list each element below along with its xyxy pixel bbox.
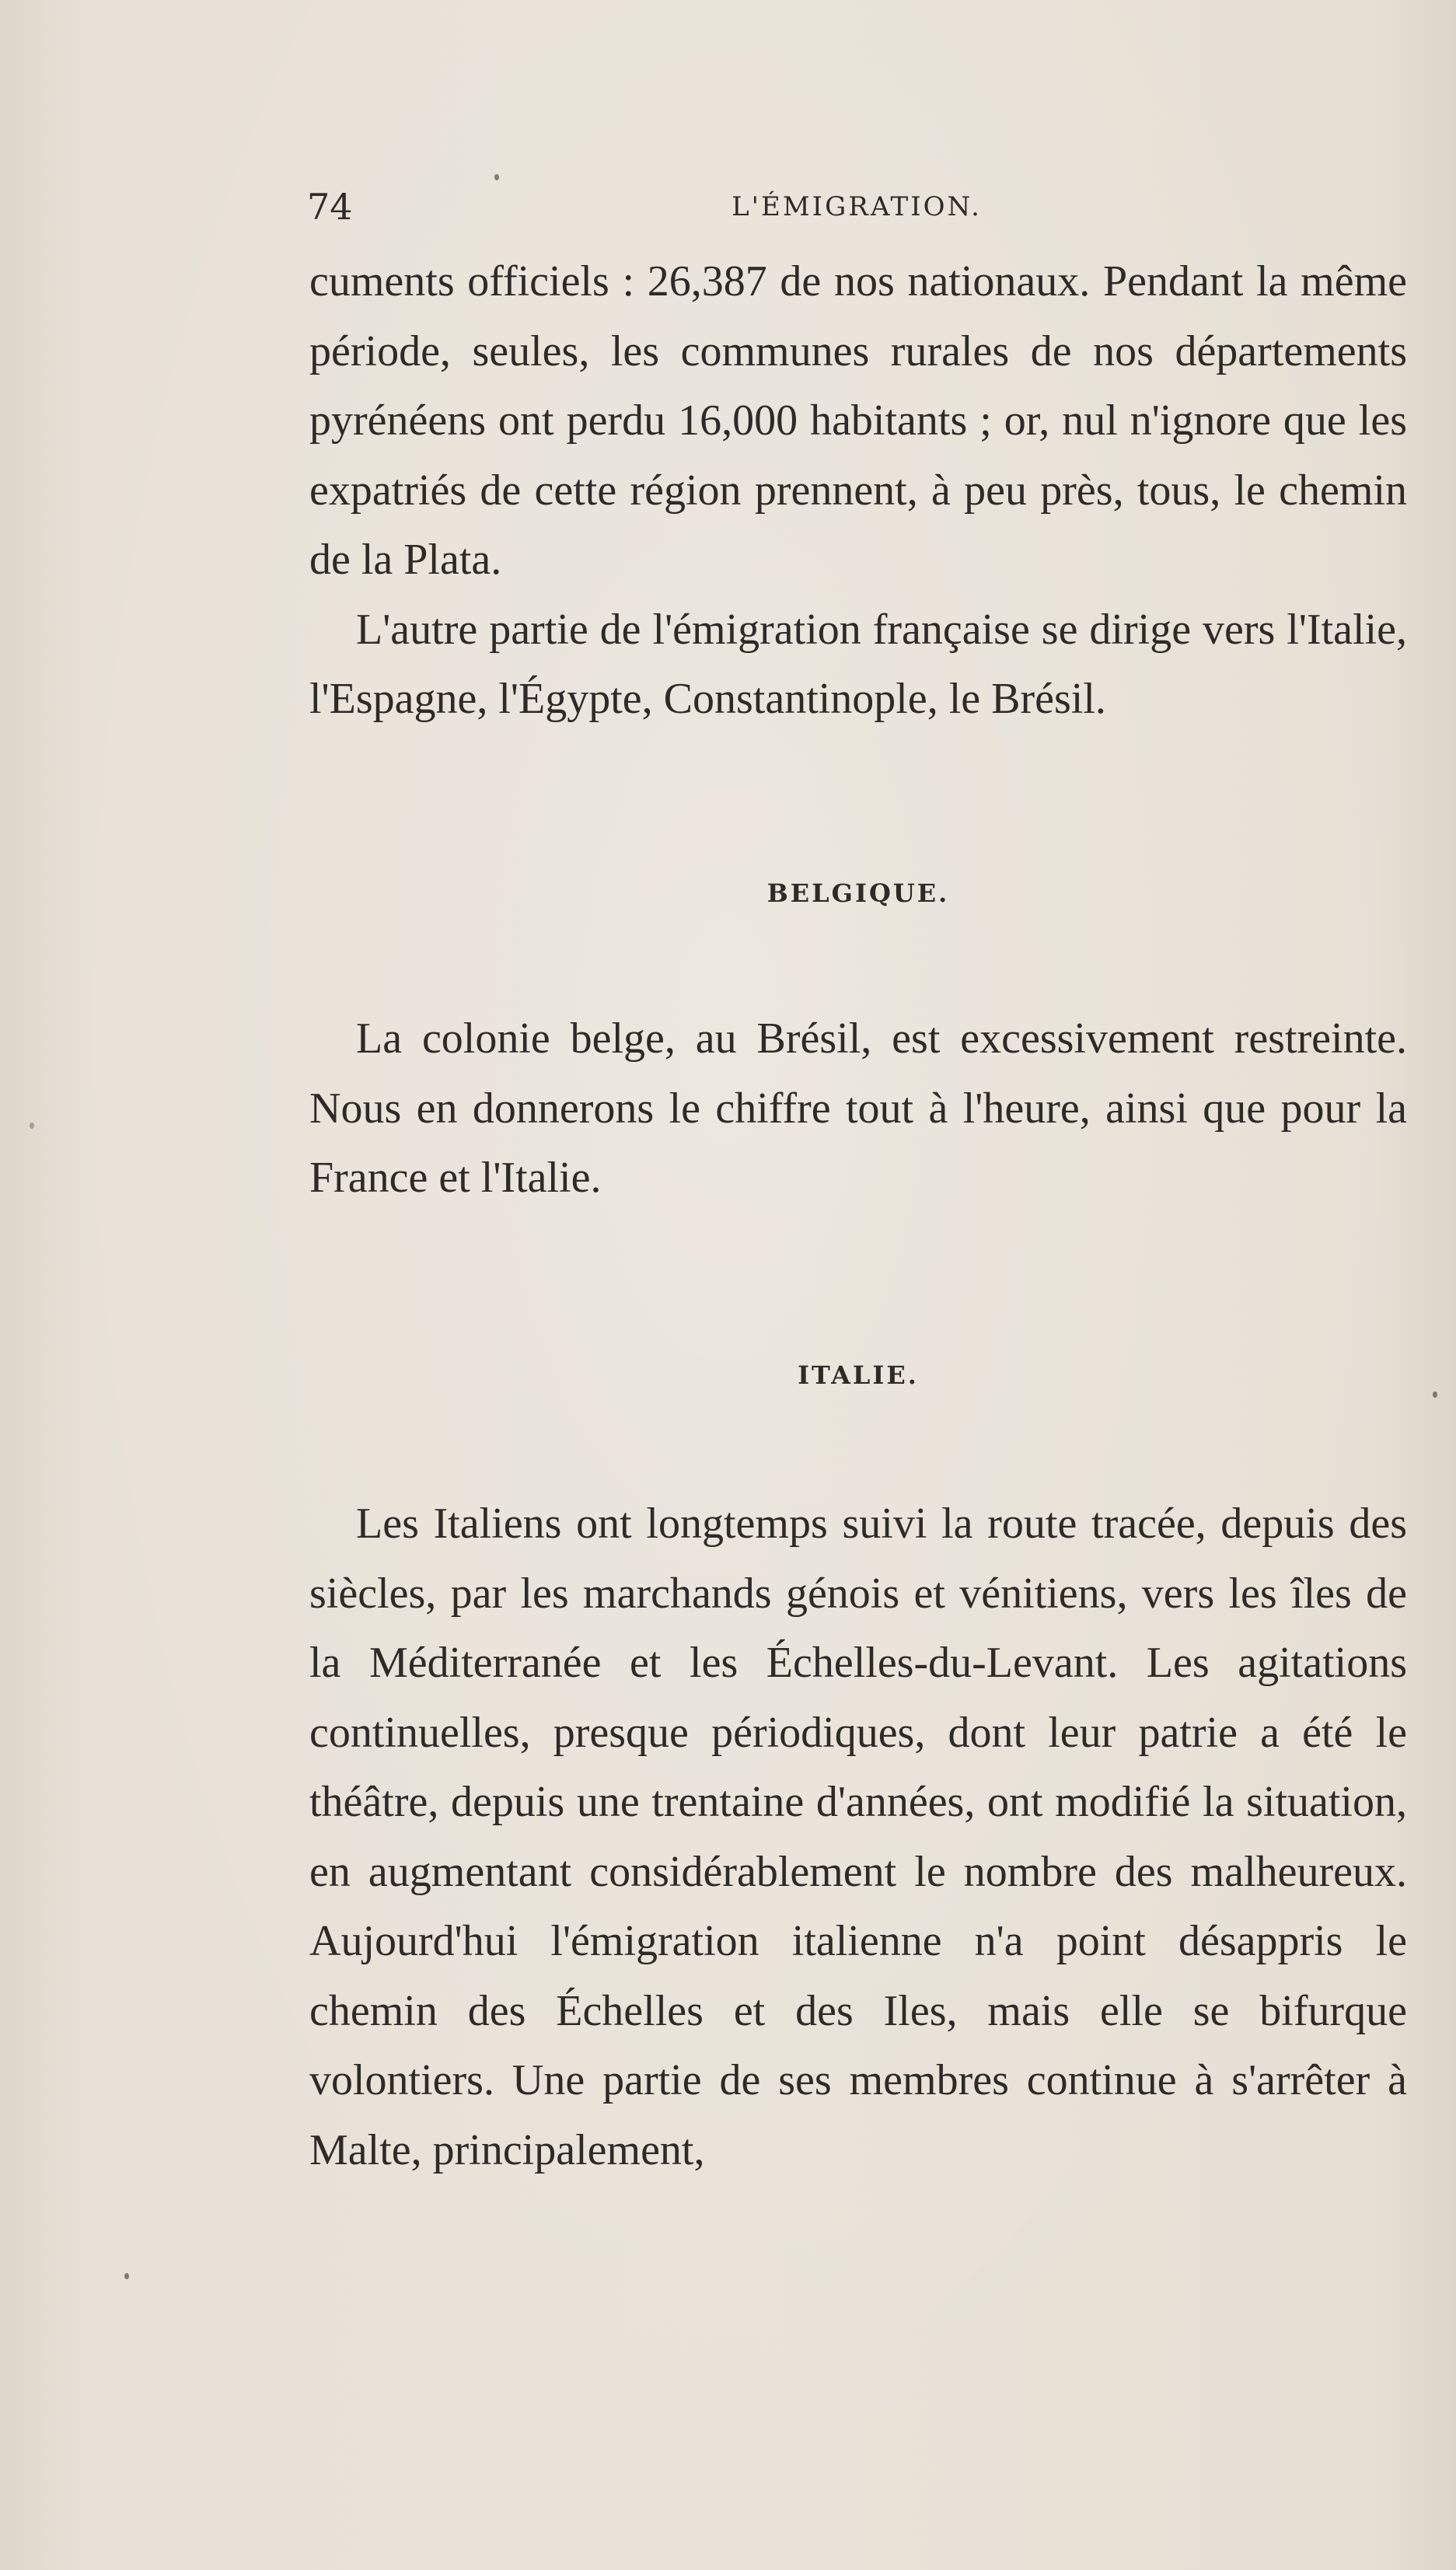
paragraph-text: cuments officiels : 26,387 de nos nationaux. Pendant la même période, seules, les communes rurales de nos départements pyrénéens ont perdu 16,000 habitants ; or, nul n'ignore que les expatriés de cette région prennent, à peu près, tous, le chemin de la Plata. — [309, 257, 1407, 584]
section-heading-italie: ITALIE. — [798, 1360, 919, 1390]
paragraph-text: L'autre partie de l'émigration française se dirige vers l'Italie, l'Espagne, l'Égypte, Constantinople, le Brésil. — [309, 605, 1407, 723]
ink-speck — [124, 2273, 129, 2279]
paragraph-belgique — [309, 1004, 1407, 1213]
paragraph-text: La colonie belge, au Brésil, est excessivement restreinte. Nous en donnerons le chiffre tout à l'heure, ainsi que pour la France et l'Italie. — [309, 1014, 1407, 1202]
paragraph-italie — [309, 1489, 1407, 2185]
running-head-title: L'ÉMIGRATION. — [731, 191, 982, 222]
paragraph-french-emigration — [309, 247, 1407, 735]
section-heading-belgique: BELGIQUE. — [766, 878, 950, 908]
paragraph-text: Les Italiens ont longtemps suivi la route tracée, depuis des siècles, par les marchands génois et vénitiens, vers les îles de la Méditerranée et les Échelles-du-Levant. Les agitations continuelles, presque périodiques, dont leur patrie a été le théâtre, depuis une trentaine d'années, ont modifié la situation, en augmentant considérablement le nombre des malheureux. Aujourd'hui l'émigration italienne n'a point désappris le chemin des Échelles et des Iles, mais elle se bifurque volontiers. Une partie de ses membres continue à s'arrêter à Malte, principalement, — [309, 1500, 1407, 2174]
page-number: 74 — [307, 186, 353, 228]
running-head — [307, 183, 1406, 230]
ink-speck — [494, 174, 499, 180]
ink-speck — [30, 1123, 34, 1129]
ink-speck — [1433, 1392, 1437, 1398]
